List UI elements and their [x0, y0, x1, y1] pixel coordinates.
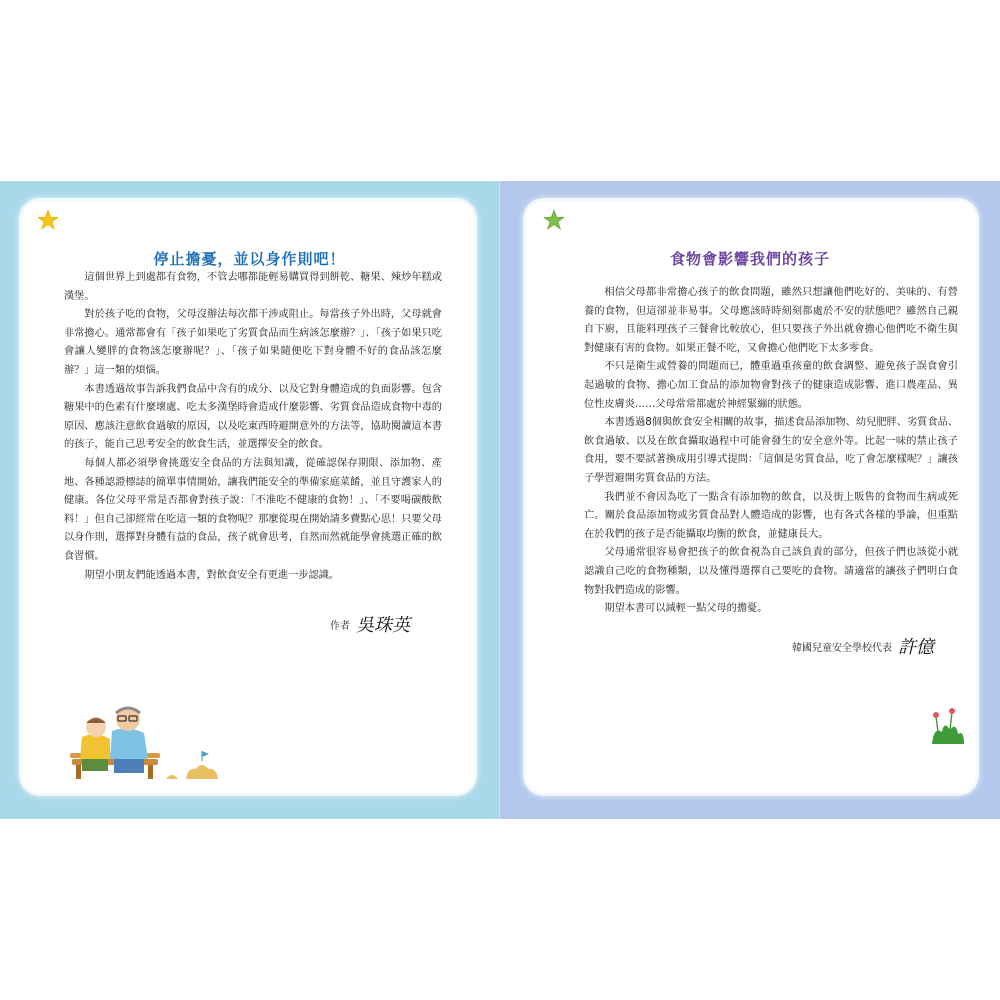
right-page — [500, 181, 1000, 819]
paragraph: 相信父母都非常擔心孩子的飲食問題，雖然只想讓他們吃好的、美味的、有營養的食物，但這卻並非易事。父母應該時時刻刻都處於不安的狀態吧？雖然自己親自下廚，且能料理孩子三餐會比較放心，但只要孩子外出就會擔心他們吃不衛生與對健康有害的食物。如果正餐不吃，又會擔心他們吃下太多零食。 — [584, 287, 958, 354]
star-icon — [37, 209, 59, 231]
paragraph: 父母通常很容易會把孩子的飲食視為自己該負責的部分，但孩子們也該從小就認識自己吃的食物種類，以及懂得選擇自己要吃的食物。請適當的讓孩子們明白食物對我們造成的影響。 — [584, 547, 958, 596]
plant-illustration — [928, 706, 968, 746]
paragraph: 期望本書可以減輕一點父母的擔憂。 — [604, 603, 768, 615]
signature-name: 吳珠英 — [356, 615, 410, 636]
signature-name: 許億 — [898, 637, 934, 658]
paragraph: 對於孩子吃的食物，父母沒辦法每次都干涉或阻止。每當孩子外出時，父母就會非常擔心。通常都會有「孩子如果吃了劣質食品而生病該怎麼辦？」、「孩子如果只吃會讓人變胖的食物該怎麼辦呢？」、「孩子如果隨便吃下對身體不好的食品該怎麼辦？」這一類的煩惱。 — [64, 309, 442, 376]
book-spread — [0, 181, 1000, 819]
left-body-text — [64, 269, 442, 585]
right-body-text — [584, 284, 958, 619]
paragraph: 期望小朋友們能透過本書，對飲食安全有更進一步認識。 — [84, 569, 340, 581]
paragraph: 本書透過故事告訴我們食品中含有的成分、以及它對身體造成的負面影響。包含糖果中的色素有什麼壞處、吃太多漢堡時會造成什麼影響、劣質食品造成食物中毒的原因、應該注意飲食過敏的原因，以及吃東西時避開意外的方法等，協助閱讀這本書的孩子，能自己思考安全的飲食生活，並選擇安全的飲食。 — [64, 383, 442, 451]
star-icon — [543, 209, 565, 231]
left-signature — [330, 611, 410, 637]
paragraph: 本書透過8個與飲食安全相關的故事，描述食品添加物、幼兒肥胖、劣質食品、飲食過敏、以及在飲食攝取過程中可能會發生的安全意外等。比起一味的禁止孩子食用，要不要試著換成用引導式提問：「這個是劣質食品，吃了會怎麼樣呢？」讓孩子學習避開劣質食品的方法。 — [584, 417, 958, 484]
left-page-title: 停止擔憂，並以身作則吧！ — [153, 250, 346, 268]
paragraph: 這個世界上到處都有食物，不管去哪都能輕易購買得到餅乾、糖果、辣炒年糕或漢堡。 — [64, 272, 442, 302]
right-signature — [792, 633, 934, 659]
paragraph: 我們並不會因為吃了一點含有添加物的飲食，以及街上販售的食物而生病或死亡。關於食品添加物或劣質食品對人體造成的影響，也有各式各樣的爭論，但重點在於我們的孩子是否能攝取均衡的飲食，並健康長大。 — [584, 491, 958, 540]
left-page — [0, 181, 499, 819]
signature-label: 作者 — [330, 620, 350, 632]
right-page-title: 食物會影響我們的孩子 — [669, 250, 830, 268]
signature-label: 韓國兒童安全學校代表 — [792, 642, 892, 654]
paragraph: 每個人都必須學會挑選安全食品的方法與知識，從確認保存期限、添加物、產地、各種認證標誌的簡單事情開始，讓我們能安全的準備家庭菜餚，並且守護家人的健康。各位父母平常是否都會對孩子說：「不准吃不健康的食物！」、「不要喝碳酸飲料！」但自己卻經常在吃這一類的食物呢？那麼從現在開始請多費點心思！只要父母以身作則，選擇對身體有益的食品，孩子就會思考，自然而然就能學會挑選正確的飲食習慣。 — [64, 457, 442, 562]
grandparents-bench-illustration — [68, 701, 228, 783]
paragraph: 不只是衛生或營養的問題而已，體重過重孩童的飲食調整、避免孩子誤食會引起過敏的食物、擔心加工食品的添加物會對孩子的健康造成影響、進口農產品、異位性皮膚炎……父母常常都處於神經緊繃的狀態。 — [584, 361, 958, 410]
